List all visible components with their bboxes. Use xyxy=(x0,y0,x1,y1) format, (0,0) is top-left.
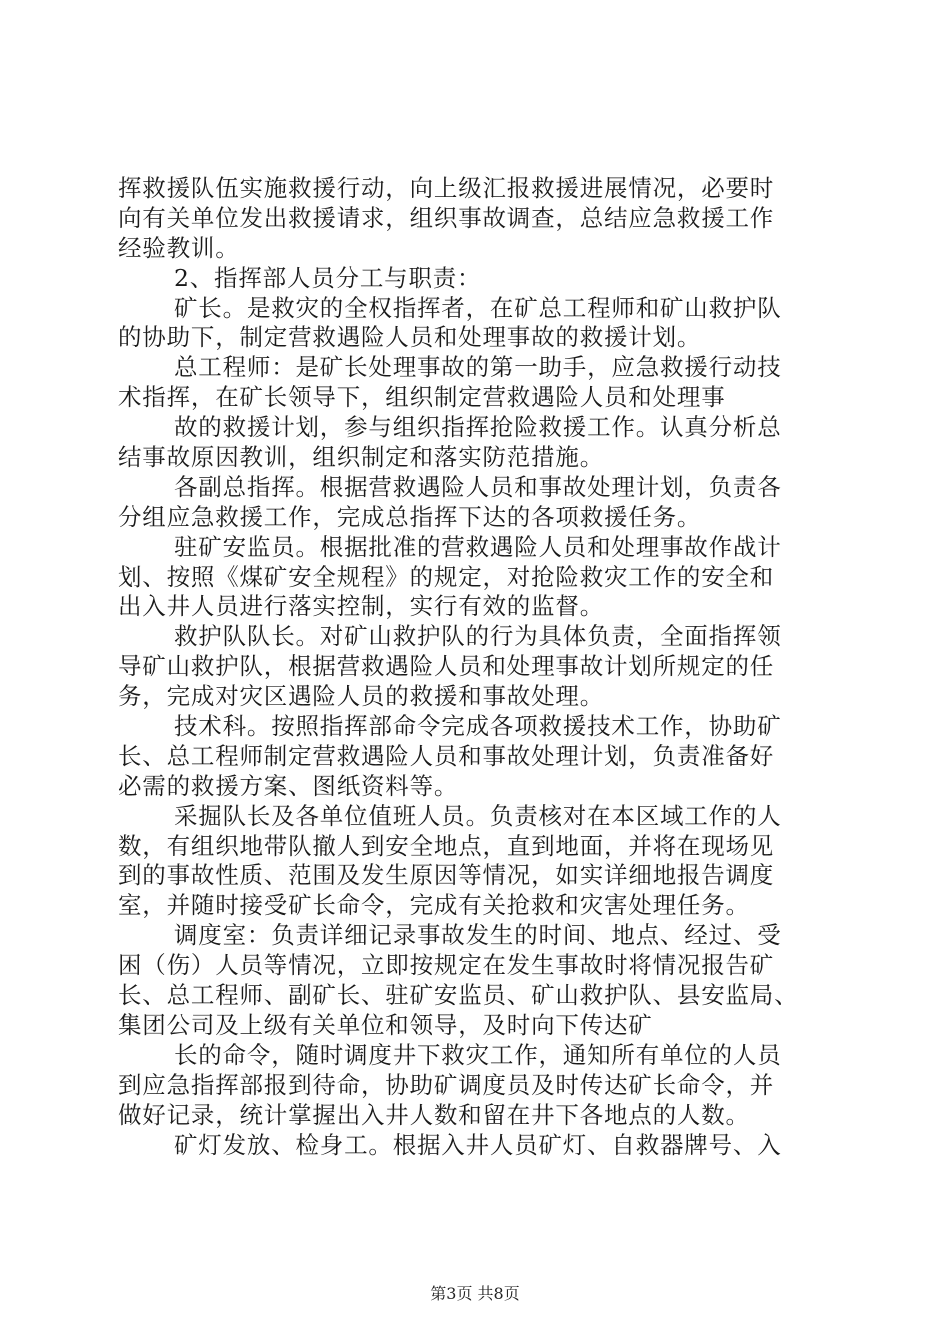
text-line: 长的命令，随时调度井下救灾工作，通知所有单位的人员 xyxy=(174,1040,782,1069)
text-line: 困（伤）人员等情况，立即按规定在发生事故时将情况报告矿 xyxy=(118,951,775,980)
text-line: 出入井人员进行落实控制，实行有效的监督。 xyxy=(118,592,604,621)
text-line: 2、指挥部人员分工与职责： xyxy=(174,263,482,292)
text-line: 的协助下，制定营救遇险人员和处理事故的救援计划。 xyxy=(118,323,702,352)
text-line: 矿长。是救灾的全权指挥者，在矿总工程师和矿山救护队 xyxy=(174,293,782,322)
text-line: 总工程师：是矿长处理事故的第一助手，应急救援行动技 xyxy=(174,353,782,382)
text-line: 务，完成对灾区遇险人员的救援和事故处理。 xyxy=(118,682,604,711)
text-line: 数，有组织地带队撤人到安全地点，直到地面，并将在现场见 xyxy=(118,831,775,860)
text-line: 调度室：负责详细记录事故发生的时间、地点、经过、受 xyxy=(174,921,782,950)
text-line: 挥救援队伍实施救援行动，向上级汇报救援进展情况，必要时 xyxy=(118,174,775,202)
text-line: 导矿山救护队，根据营救遇险人员和处理事故计划所规定的任 xyxy=(118,652,775,681)
text-line: 划、按照《煤矿安全规程》的规定，对抢险救灾工作的安全和 xyxy=(118,562,775,591)
text-line: 矿灯发放、检身工。根据入井人员矿灯、自救器牌号、入 xyxy=(174,1130,782,1159)
text-line: 长、总工程师制定营救遇险人员和事故处理计划，负责准备好 xyxy=(118,741,775,770)
text-line: 必需的救援方案、图纸资料等。 xyxy=(118,771,459,800)
text-line: 采掘队长及各单位值班人员。负责核对在本区域工作的人 xyxy=(174,801,782,830)
text-line: 到应急指挥部报到待命，协助矿调度员及时传达矿长命令，并 xyxy=(118,1070,775,1099)
text-line: 到的事故性质、范围及发生原因等情况，如实详细地报告调度 xyxy=(118,861,775,890)
text-line: 集团公司及上级有关单位和领导，及时向下传达矿 xyxy=(118,1010,653,1039)
text-line: 向有关单位发出救援请求，组织事故调查，总结应急救援工作 xyxy=(118,203,775,232)
document-body xyxy=(118,174,838,1160)
text-line: 经验教训。 xyxy=(118,233,240,262)
text-line: 术指挥，在矿长领导下，组织制定营救遇险人员和处理事 xyxy=(118,383,726,412)
text-line: 长、总工程师、副矿长、驻矿安监员、矿山救护队、县安监局、 xyxy=(118,981,799,1010)
page-footer: 第3页 共8页 xyxy=(430,1284,520,1303)
text-line: 结事故原因教训，组织制定和落实防范措施。 xyxy=(118,443,604,472)
text-line: 故的救援计划，参与组织指挥抢险救援工作。认真分析总 xyxy=(174,413,782,442)
text-line: 各副总指挥。根据营救遇险人员和事故处理计划，负责各 xyxy=(174,472,782,501)
text-line: 驻矿安监员。根据批准的营救遇险人员和处理事故作战计 xyxy=(174,532,782,561)
text-line: 技术科。按照指挥部命令完成各项救援技术工作，协助矿 xyxy=(174,712,782,741)
text-line: 救护队队长。对矿山救护队的行为具体负责，全面指挥领 xyxy=(174,622,782,651)
text-line: 分组应急救援工作，完成总指挥下达的各项救援任务。 xyxy=(118,502,702,531)
text-line: 室，并随时接受矿长命令，完成有关抢救和灾害处理任务。 xyxy=(118,891,750,920)
text-line: 做好记录，统计掌握出入井人数和留在井下各地点的人数。 xyxy=(118,1100,750,1129)
